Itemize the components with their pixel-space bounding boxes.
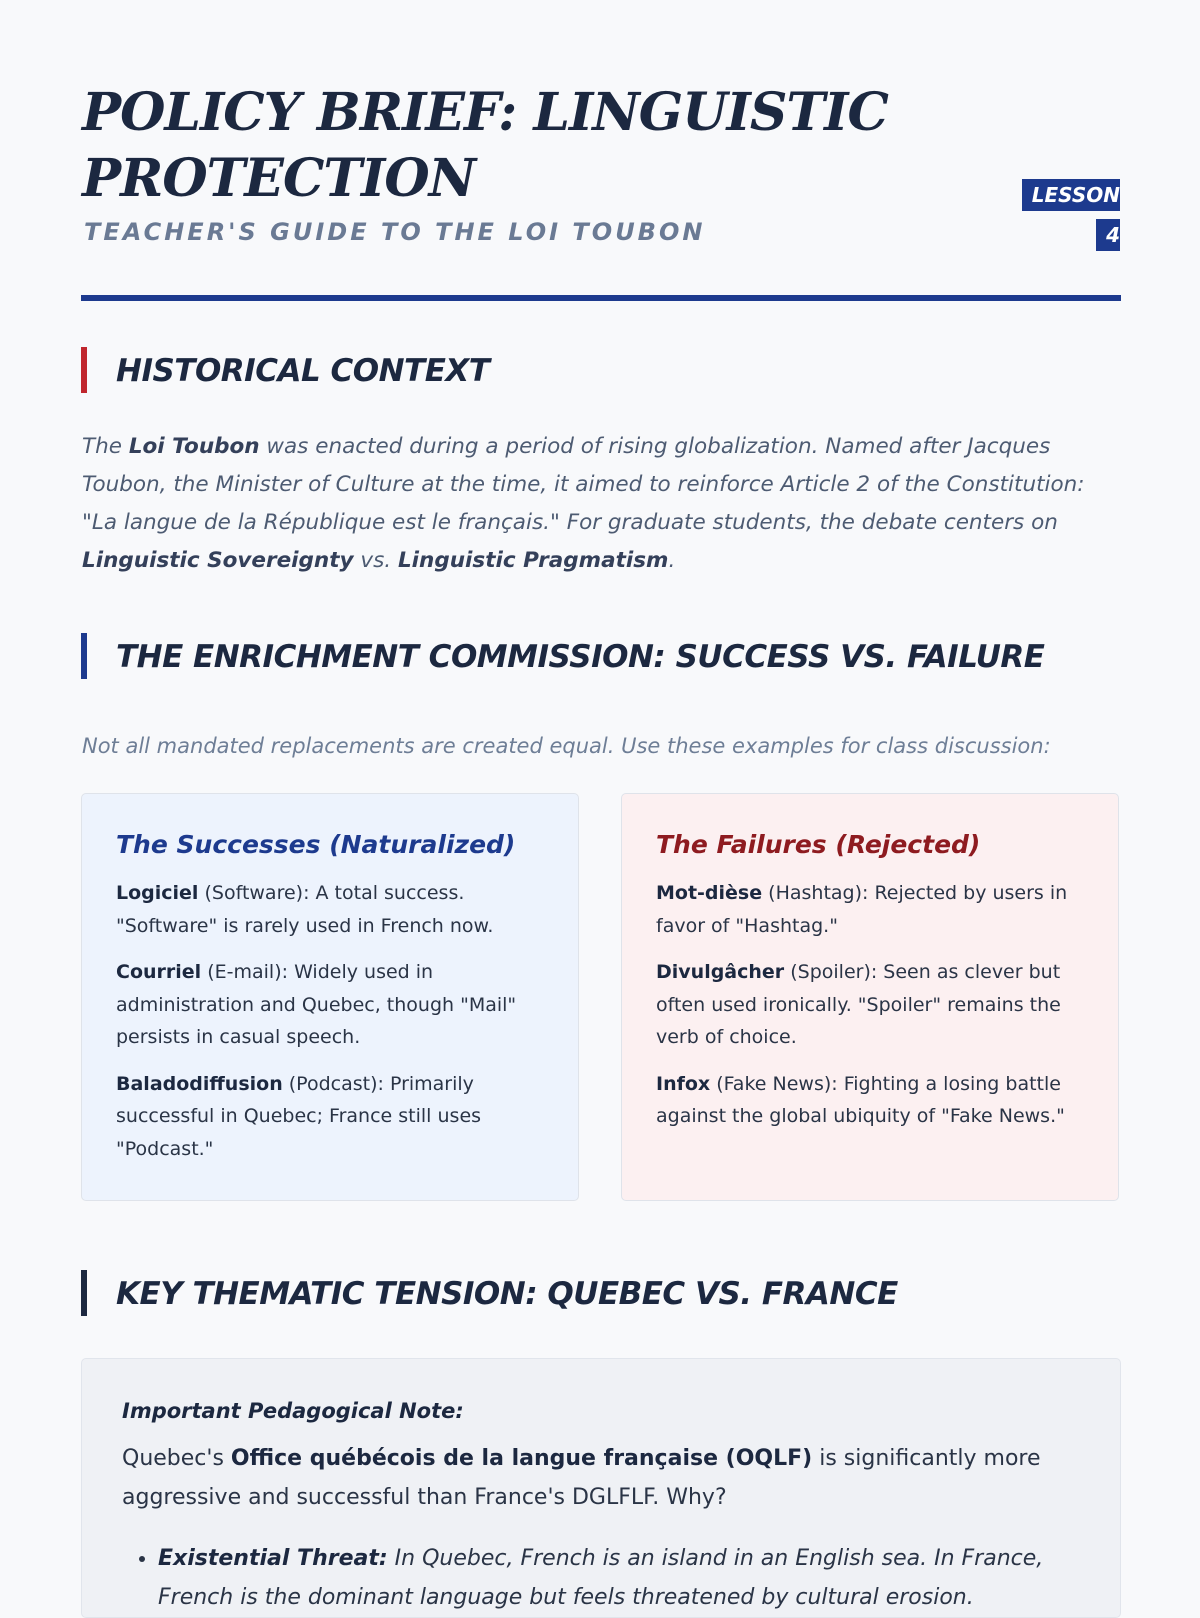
text-run: was enacted during a period of rising globalization. Named after Jacques Toubon, the Minister of Culture at the time, it aimed to reinforce Article 2 of the Constitution: "La langue de la République est le français." For graduate students, the debate centers on <box>82 434 1085 535</box>
failures-title: The Failures (Rejected) <box>656 830 981 859</box>
term-description: (Software): A total success. "Software" is rarely used in French now. <box>116 882 494 937</box>
text-run: The <box>82 434 129 459</box>
list-item <box>116 1068 544 1166</box>
note-bullet-list <box>122 1539 1080 1617</box>
section-heading-enrichment <box>81 633 1121 681</box>
list-item <box>116 877 544 942</box>
list-item <box>116 956 544 1054</box>
term: Baladodiffusion <box>116 1072 283 1095</box>
section-heading-text: KEY THEMATIC TENSION: QUEBEC VS. FRANCE <box>116 1276 898 1312</box>
lesson-badge <box>1007 175 1120 255</box>
section-heading-text: THE ENRICHMENT COMMISSION: SUCCESS VS. FAILURE <box>116 639 1045 675</box>
section-heading-tension <box>81 1270 1121 1318</box>
term: Courriel <box>116 961 202 983</box>
list-item <box>656 877 1084 942</box>
emphasis-sovereignty: Linguistic Sovereignty <box>82 548 354 573</box>
term-description: (Fake News): Fighting a losing battle against the global ubiquity of "Fake News." <box>656 1072 1065 1127</box>
successes-title: The Successes (Naturalized) <box>116 830 516 859</box>
term-description: (Hashtag): Rejected by users in favor of "Hashtag." <box>656 882 1068 937</box>
page-title: POLICY BRIEF: LINGUISTIC PROTECTION <box>82 82 888 209</box>
text-run: . <box>668 548 676 573</box>
text-run: Quebec's <box>122 1446 231 1471</box>
term-description: (Podcast): Primarily successful in Quebec; France still uses "Podcast." <box>116 1072 482 1160</box>
emphasis-loi-toubon: Loi Toubon <box>128 434 260 459</box>
enrichment-intro: Not all mandated replacements are created equal. Use these examples for class discussion: <box>82 734 1051 758</box>
term: Mot-dièse <box>656 882 763 904</box>
note-body <box>122 1439 1080 1517</box>
bullet-text: In Quebec, French is an island in an English sea. In France, French is the dominant language but feels threatened by cultural erosion. <box>158 1546 1044 1610</box>
failures-card <box>621 793 1119 1201</box>
section-accent-bar <box>81 347 87 393</box>
pedagogical-note-box <box>81 1358 1121 1618</box>
section-accent-bar <box>81 1270 87 1316</box>
text-run: is significantly more aggressive and successful than France's DGLFLF. Why? <box>122 1446 1041 1510</box>
emphasis-pragmatism: Linguistic Pragmatism <box>397 548 669 573</box>
term-description: (Spoiler): Seen as clever but often used ironically. "Spoiler" remains the verb of choice. <box>656 961 1061 1048</box>
list-item <box>656 956 1084 1054</box>
section-heading-text: HISTORICAL CONTEXT <box>116 353 490 389</box>
page-subtitle: TEACHER'S GUIDE TO THE LOI TOUBON <box>84 218 706 246</box>
term-description: (E-mail): Widely used in administration and Quebec, though "Mail" persists in casual speech. <box>116 961 517 1048</box>
lesson-badge-label: LESSON 4 <box>1022 179 1120 251</box>
emphasis-oqlf: Office québécois de la langue française (OQLF) <box>230 1446 813 1471</box>
list-item <box>158 1539 1080 1617</box>
text-run: vs. <box>353 548 398 573</box>
list-item <box>656 1068 1084 1133</box>
section-accent-bar <box>81 633 87 679</box>
term: Logiciel <box>116 882 199 904</box>
term: Divulgâcher <box>656 961 785 983</box>
term: Infox <box>656 1072 711 1095</box>
bullet-lead: Existential Threat: <box>158 1546 388 1571</box>
section-heading-historical <box>81 347 1121 395</box>
successes-card <box>81 793 579 1201</box>
historical-paragraph <box>82 428 1122 580</box>
header-divider <box>81 295 1121 301</box>
note-label: Important Pedagogical Note: <box>122 1399 464 1423</box>
